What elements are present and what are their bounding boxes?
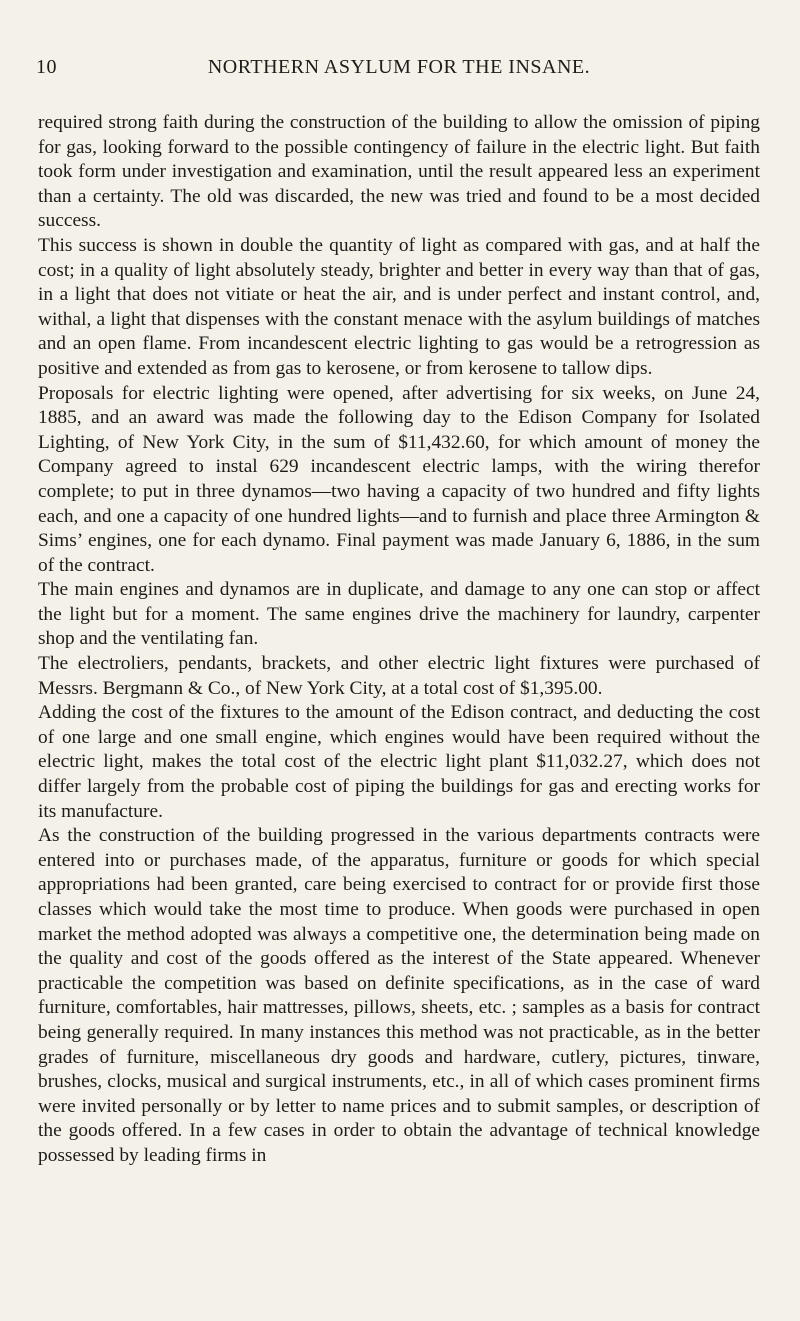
paragraph: The main engines and dynamos are in duplicate, and damage to any one can stop or affect the light but for a moment. The same engines drive the machinery for laundry, carpenter shop and the ventilating fan. [38,579,760,650]
body-text [38,111,760,1169]
paragraph: This success is shown in double the quantity of light as compared with gas, and at half the cost; in a quality of light absolutely steady, brighter and better in every way than that of gas, in a light that does not vitiate or heat the air, and is under perfect and instant control, and, withal, a light that dispenses with the constant menace with the asylum buildings of matches and an open flame. From incandescent electric lighting to gas would be a retrogression as positive and extended as from gas to kerosene, or from kerosene to tallow dips. [38,234,760,379]
page-number: 10 [36,56,57,78]
paragraph: required strong faith during the construction of the building to allow the omission of piping for gas, looking forward to the possible contingency of failure in the electric light. But faith took form under investigation and examination, until the result appeared less an experiment than a certainty. The old was discarded, the new was tried and found to be a most decided success. [38,112,760,232]
paragraph: As the construction of the building progressed in the various departments contracts were entered into or purchases made, of the apparatus, furniture or goods for which special appropriations had been granted, care being exercised to contract for or provide first those classes which would take the most time to produce. When goods were purchased in open market the method adopted was always a competitive one, the determination being made on the quality and cost of the goods offered as the interest of the State appeared. Whenever practicable the competition was based on definite specifications, as in the case of ward furniture, comfortables, hair mattresses, pillows, sheets, etc. ; samples as a basis for contract being generally required. In many instances this method was not practicable, as in the better grades of furniture, miscellaneous dry goods and hardware, cutlery, pictures, tinware, brushes, clocks, musical and surgical instruments, etc., in all of which cases prominent firms were invited personally or by letter to name prices and to submit samples, or description of the goods offered. In a few cases in order to obtain the advantage of technical knowledge possessed by leading firms in [38,825,760,1166]
paragraph: Adding the cost of the fixtures to the amount of the Edison contract, and deducting the cost of one large and one small engine, which engines would have been required without the electric light, makes the total cost of the electric light plant $11,032.27, which does not differ largely from the probable cost of piping the buildings for gas and erecting works for its manufacture. [38,702,760,822]
running-head: NORTHERN ASYLUM FOR THE INSANE. [207,56,591,78]
paragraph: The electroliers, pendants, brackets, and other electric light fixtures were purchased of Messrs. Bergmann & Co., of New York City, at a total cost of $1,395.00. [38,653,760,699]
page-header [36,56,762,86]
paragraph: Proposals for electric lighting were opened, after advertising for six weeks, on June 24, 1885, and an award was made the following day to the Edison Company for Isolated Lighting, of New York City, in the sum of $11,432.60, for which amount of money the Company agreed to instal 629 incandescent electric lamps, with the wiring therefor complete; to put in three dynamos—two having a capacity of two hundred and fifty lights each, and one a capacity of one hundred lights—and to furnish and place three Armington & Sims’ engines, one for each dynamo. Final payment was made January 6, 1886, in the sum of the contract. [38,382,760,576]
